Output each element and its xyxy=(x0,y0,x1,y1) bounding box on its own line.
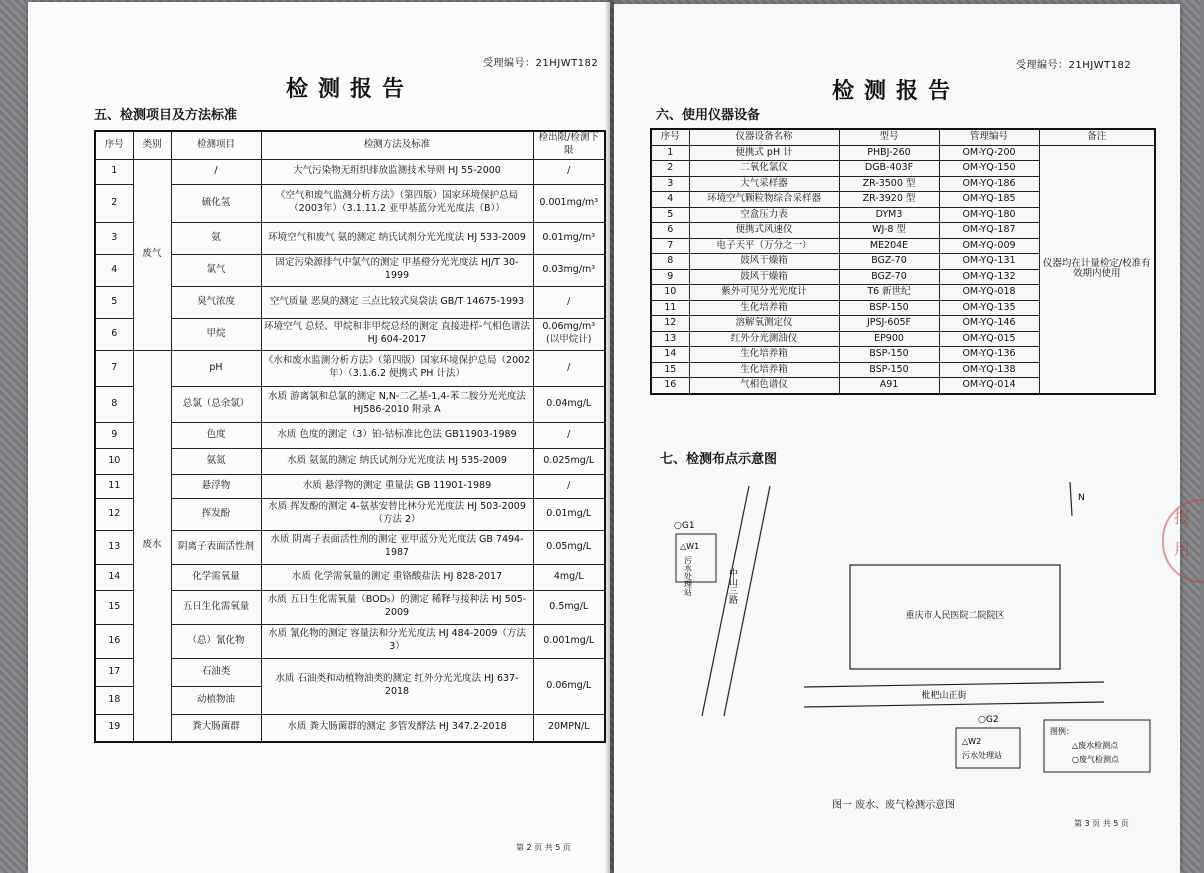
table-row: 10 紫外可见分光光度计 T6 新世纪 OM-YQ-018 xyxy=(651,285,1155,301)
table-row: 10 氨氮 水质 氨氮的测定 纳氏试剂分光光度法 HJ 535-2009 0.025mg/L xyxy=(95,448,605,474)
report-page-3 xyxy=(614,4,1191,873)
table-row: 8 鼓风干燥箱 BGZ-70 OM-YQ-131 xyxy=(651,254,1155,270)
table-row: 17 石油类 水质 石油类和动植物油类的测定 红外分光光度法 HJ 637-2018 0.06mg/L xyxy=(95,658,605,686)
table-row: 16 气相色谱仪 A91 OM-YQ-014 xyxy=(651,378,1155,394)
table-row: 14 生化培养箱 BSP-150 OM-YQ-136 xyxy=(651,347,1155,363)
accept-number: 受理编号：21HJWT182 xyxy=(1016,60,1132,71)
w2-station-label: 污水处理站 xyxy=(962,751,1002,760)
table-row: 2 二氧化氯仪 DGB-403F OM-YQ-150 xyxy=(651,161,1155,177)
legend-gas: ○废气检测点 xyxy=(1072,755,1119,764)
table-row: 14 化学需氧量 水质 化学需氧量的测定 重铬酸盐法 HJ 828-2017 4mg/L xyxy=(95,564,605,590)
table-row: 18 动植物油 xyxy=(95,686,605,714)
point-g2: ○G2 xyxy=(978,715,999,725)
north-label: N xyxy=(1078,493,1085,503)
road-vertical-label: 中山三路 xyxy=(727,568,737,604)
table-row: 12 挥发酚 水质 挥发酚的测定 4-氨基安替比林分光光度法 HJ 503-2009（方法 2） 0.01mg/L xyxy=(95,498,605,530)
category-water: 废水 xyxy=(133,350,171,742)
table-row: 4 环境空气颗粒物综合采样器 ZR-3920 型 OM-YQ-185 xyxy=(651,192,1155,208)
table-row: 6 便携式风速仪 WJ-8 型 OM-YQ-187 xyxy=(651,223,1155,239)
table-row: 8 总氯（总余氯） 水质 游离氯和总氯的测定 N,N-二乙基-1,4-苯二胺分光光度法 HJ586-2010 附录 A 0.04mg/L xyxy=(95,386,605,422)
table-row: 15 五日生化需氧量 水质 五日生化需氧量（BOD₅）的测定 稀释与接种法 HJ 505-2009 0.5mg/L xyxy=(95,590,605,624)
road-line-south xyxy=(804,702,1104,707)
road-line-north xyxy=(804,682,1104,687)
section-heading: 五、检测项目及方法标准 xyxy=(94,108,238,123)
table-row: 11 悬浮物 水质 悬浮物的测定 重量法 GB 11901-1989 / xyxy=(95,474,605,498)
table-row: 9 色度 水质 色度的测定（3）铂-钴标准比色法 GB11903-1989 / xyxy=(95,422,605,448)
road-horizontal-label: 枇杷山正街 xyxy=(921,691,967,701)
header-category: 类别 xyxy=(133,131,171,159)
header-no: 序号 xyxy=(651,129,689,145)
table-row: 2 硫化氢 《空气和废气监测分析方法》（第四版）国家环境保护总局（2003年）（3.1.11.2 亚甲基蓝分光光度法（B）） 0.001mg/m³ xyxy=(95,184,605,222)
road-line-west xyxy=(702,486,749,716)
table-row: 16 （总）氰化物 水质 氰化物的测定 容量法和分光光度法 HJ 484-2009（方法 3） 0.001mg/L xyxy=(95,624,605,658)
table-row: 1 便携式 pH 计 PHBJ-260 OM-YQ-200 仪器均在计量检定/校准有效期内使用 xyxy=(651,145,1155,161)
legend-title: 图例： xyxy=(1050,727,1074,736)
header-code: 管理编号 xyxy=(939,129,1039,145)
table-row: 1 废气 / 大气污染物无组织排放监测技术导则 HJ 55-2000 / xyxy=(95,159,605,184)
section-heading-instruments: 六、使用仪器设备 xyxy=(656,108,761,123)
page-title: 检测报告 xyxy=(832,78,961,104)
section-heading-map: 七、检测布点示意图 xyxy=(660,452,778,467)
table-row: 19 粪大肠菌群 水质 粪大肠菌群的测定 多管发酵法 HJ 347.2-2018 20MPN/L xyxy=(95,714,605,742)
accept-number: 受理编号：21HJWT182 xyxy=(483,58,599,69)
table-row: 6 甲烷 环境空气 总烃、甲烷和非甲烷总烃的测定 直接进样-气相色谱法 HJ 604-2017 0.06mg/m³ (以甲烷计) xyxy=(95,318,605,350)
point-w1: △W1 xyxy=(680,542,700,551)
table-row: 5 臭气浓度 空气质量 恶臭的测定 三点比较式臭袋法 GB/T 14675-1993 / xyxy=(95,286,605,318)
sampling-site-map xyxy=(614,4,1180,873)
header-model: 型号 xyxy=(839,129,939,145)
legend-water: △废水检测点 xyxy=(1072,741,1119,750)
header-item: 检测项目 xyxy=(171,131,261,159)
calibration-note: 仪器均在计量检定/校准有效期内使用 xyxy=(1039,145,1155,394)
w2-station-box xyxy=(956,728,1020,768)
table-row: 12 溶解氧测定仪 JPSJ-605F OM-YQ-146 xyxy=(651,316,1155,332)
header-name: 仪器设备名称 xyxy=(689,129,839,145)
table-row: 4 氯气 固定污染源排气中氯气的测定 甲基橙分光光度法 HJ/T 30-1999 0.03mg/m³ xyxy=(95,254,605,286)
header-limit: 检出限/检测下限 xyxy=(533,131,605,159)
methods-table xyxy=(94,130,606,743)
north-arrow-icon xyxy=(1070,482,1072,516)
table-row: 15 生化培养箱 BSP-150 OM-YQ-138 xyxy=(651,362,1155,378)
page-title: 检测报告 xyxy=(286,76,415,102)
table-row: 11 生化培养箱 BSP-150 OM-YQ-135 xyxy=(651,300,1155,316)
table-row: 3 氨 环境空气和废气 氨的测定 纳氏试剂分光光度法 HJ 533-2009 0.01mg/m³ xyxy=(95,222,605,254)
header-note: 备注 xyxy=(1039,129,1155,145)
table-row: 5 空盒压力表 DYM3 OM-YQ-180 xyxy=(651,207,1155,223)
red-seal-stamp: 报 用 xyxy=(1162,499,1204,583)
header-no: 序号 xyxy=(95,131,133,159)
table-row: 13 红外分光测油仪 EP900 OM-YQ-015 xyxy=(651,331,1155,347)
table-row: 9 鼓风干燥箱 BGZ-70 OM-YQ-132 xyxy=(651,269,1155,285)
figure-caption: 图一 废水、废气检测示意图 xyxy=(832,800,956,811)
table-row: 7 废水 pH 《水和废水监测分析方法》（第四版）国家环境保护总局（2002年）（3.1.6.2 便携式 PH 计法） / xyxy=(95,350,605,386)
page-number: 第 2 页 共 5 页 xyxy=(516,843,571,852)
point-g1: ○G1 xyxy=(674,521,695,531)
hospital-label: 重庆市人民医院二院院区 xyxy=(905,611,1005,621)
header-method: 检测方法及标准 xyxy=(261,131,533,159)
w1-station-label: 污水处理站 xyxy=(683,556,693,596)
report-page-2 xyxy=(28,2,610,873)
table-header-row xyxy=(95,131,605,159)
table-row: 7 电子天平（万分之一） ME204E OM-YQ-009 xyxy=(651,238,1155,254)
table-row: 3 大气采样器 ZR-3500 型 OM-YQ-186 xyxy=(651,176,1155,192)
table-row: 13 阴离子表面活性剂 水质 阴离子表面活性剂的测定 亚甲蓝分光光度法 GB 7494-1987 0.05mg/L xyxy=(95,530,605,564)
point-w2: △W2 xyxy=(962,737,982,746)
page-number: 第 3 页 共 5 页 xyxy=(1074,819,1129,828)
category-gas: 废气 xyxy=(133,159,171,350)
